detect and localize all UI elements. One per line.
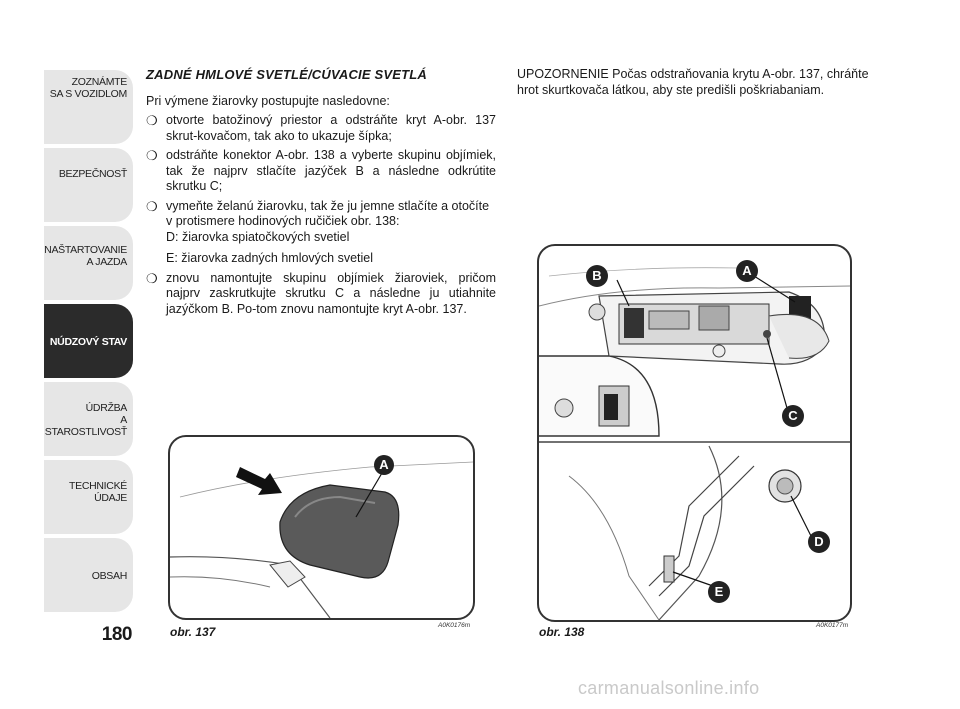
- tab-technicke-udaje[interactable]: TECHNICKÉ ÚDAJE: [44, 460, 133, 534]
- watermark: carmanualsonline.info: [578, 678, 760, 698]
- figure-138-caption: obr. 138: [539, 625, 585, 639]
- tab-bezpecnost[interactable]: BEZPEČNOSŤ: [44, 148, 133, 222]
- lamp-assembly-illustration: [539, 246, 850, 620]
- tab-nudzovy-stav[interactable]: NÚDZOVÝ STAV: [44, 304, 133, 378]
- trunk-cover-illustration: [170, 437, 473, 618]
- callout-a: A: [742, 263, 752, 278]
- figure-138: [537, 244, 852, 622]
- warning-note: UPOZORNENIE Počas odstraňovania krytu A-obr. 137, chráňte hrot skurtkovača látkou, aby ste predišli poškriabaniam.: [517, 67, 869, 97]
- tab-udrzba[interactable]: ÚDRŽBA A STAROSTLIVOSŤ: [44, 382, 133, 456]
- instructions-column: [146, 67, 496, 321]
- list-item: ❍ znovu namontujte skupinu objímiek žiaroviek, pričom najprv zaskrutkujte skrutku C a následne ju utiahnite jazýčkom B. Po-tom znovu namontujte kryt A-obr. 137.: [146, 270, 496, 316]
- figure-137: [168, 435, 475, 620]
- tab-obsah[interactable]: OBSAH: [44, 538, 133, 612]
- section-title: ZADNÉ HMLOVÉ SVETLÉ/CÚVACIE SVETLÁ: [146, 67, 428, 82]
- list-item: ❍ otvorte batožinový priestor a odstráňte kryt A-obr. 137 skrut-kovačom, tak ako to ukazuje šípka;: [146, 113, 496, 143]
- bullet-icon: ❍: [146, 148, 158, 163]
- section-intro: Pri výmene žiarovky postupujte nasledovne:: [146, 93, 390, 108]
- callout-e: E: [714, 584, 724, 599]
- list-item: ❍ odstráňte konektor A-obr. 138 a vyberte skupinu objímiek, tak že najprv stlačíte jazýček B a následne odkrútite skrutku C;: [146, 148, 496, 193]
- callout-b: B: [592, 268, 602, 283]
- callout-c: C: [788, 408, 798, 423]
- bullet-icon: ❍: [146, 198, 158, 214]
- tab-zoznamte[interactable]: ZOZNÁMTE SA S VOZIDLOM: [44, 70, 133, 144]
- callout-a: A: [379, 457, 389, 472]
- page-number: 180: [101, 624, 132, 645]
- step-sub-note: E: žiarovka zadných hmlových svetiel: [166, 251, 374, 265]
- figure-138-code: A0K0177m: [816, 622, 849, 629]
- figure-137-code: A0K0176m: [438, 622, 471, 629]
- tab-nastartovanie[interactable]: NAŠTARTOVANIE A JAZDA: [44, 226, 133, 300]
- step-list: [146, 113, 496, 317]
- figure-137-caption: obr. 137: [170, 625, 216, 639]
- callout-d: D: [814, 534, 824, 549]
- list-item: ❍ vymeňte želanú žiarovku, tak že ju jemne stlačíte a otočíte v protismere hodinových ručičiek obr. 138: D: žiarovka spiatočkových svetiel E: žiarovka zadných hmlových svetiel: [146, 199, 496, 267]
- bullet-icon: ❍: [146, 113, 158, 128]
- bullet-icon: ❍: [146, 270, 158, 286]
